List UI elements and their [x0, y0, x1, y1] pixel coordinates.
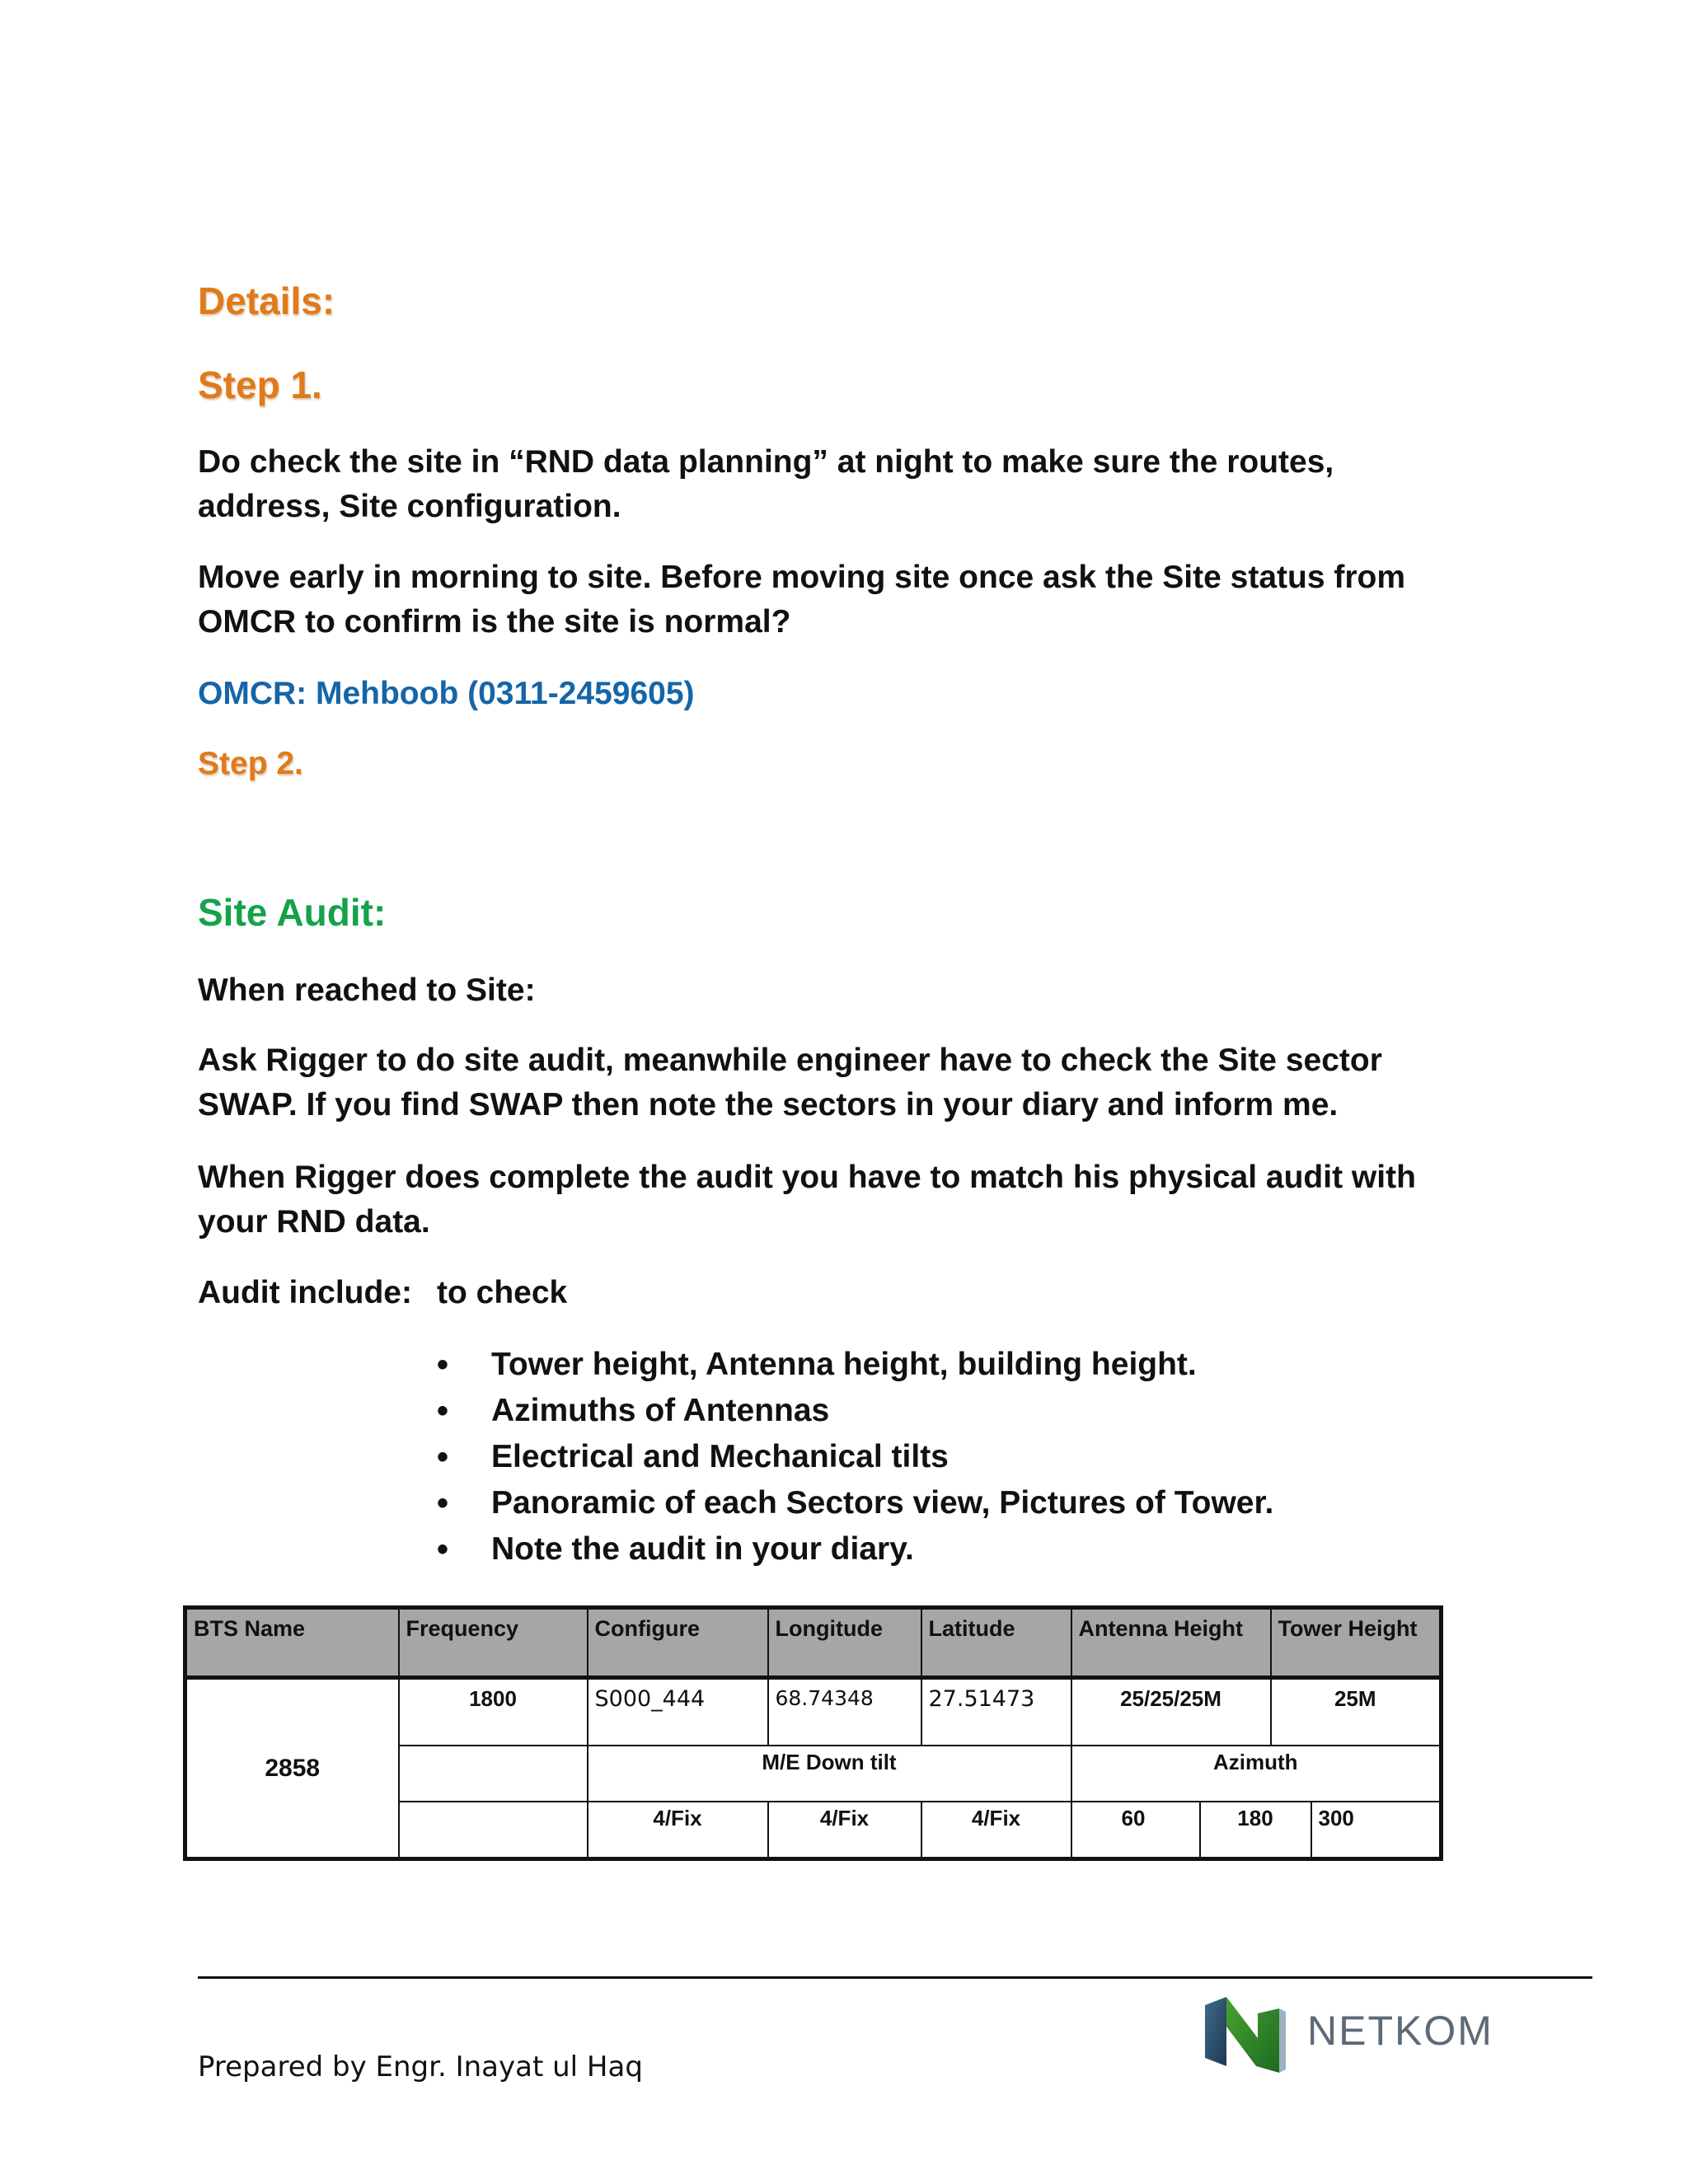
list-item: • Azimuths of Antennas: [437, 1388, 1273, 1434]
omcr-contact: OMCR: Mehboob (0311-2459605): [198, 676, 695, 711]
table-header-cell: Longitude: [768, 1608, 921, 1678]
step1-paragraph-1: [198, 440, 1334, 529]
table-row: [185, 1678, 1442, 1746]
frequency-cell: 1800: [399, 1678, 588, 1746]
azimuth-cell: 180: [1200, 1802, 1311, 1859]
site-audit-paragraph-1: [198, 1038, 1382, 1127]
audit-checklist: [437, 1342, 1273, 1572]
table-header-cell: Tower Height: [1271, 1608, 1442, 1678]
text-line: OMCR to confirm is the site is normal?: [198, 604, 791, 640]
table-header-cell: Frequency: [399, 1608, 588, 1678]
details-heading: Details:: [198, 279, 335, 322]
azimuth-cell: 60: [1071, 1802, 1200, 1859]
azimuth-cell: 300: [1311, 1802, 1442, 1859]
text-line: Move early in morning to site. Before moving site once ask the Site status from: [198, 560, 1406, 595]
step1-heading: Step 1.: [198, 363, 322, 406]
text-line: When Rigger does complete the audit you have to match his physical audit with: [198, 1160, 1416, 1195]
longitude-cell: 68.74348: [768, 1678, 921, 1746]
text-line: Do check the site in “RND data planning” at night to make sure the routes,: [198, 444, 1334, 480]
downtilt-label-cell: M/E Down tilt: [588, 1746, 1071, 1802]
site-audit-heading: Site Audit:: [198, 891, 387, 934]
table-header-cell: Latitude: [921, 1608, 1071, 1678]
footer-divider: [198, 1976, 1592, 1979]
empty-cell: [399, 1802, 588, 1859]
table-header-cell: Antenna Height: [1071, 1608, 1271, 1678]
text-line: your RND data.: [198, 1204, 430, 1240]
latitude-cell: 27.51473: [921, 1678, 1071, 1746]
text-line: Ask Rigger to do site audit, meanwhile engineer have to check the Site sector: [198, 1043, 1382, 1078]
table-header-row: [185, 1608, 1442, 1678]
prepared-by-text: Prepared by Engr. Inayat ul Haq: [198, 2050, 643, 2083]
step2-heading: Step 2.: [198, 746, 303, 781]
list-item: • Note the audit in your diary.: [437, 1526, 1273, 1572]
to-check-label: to check: [437, 1275, 568, 1310]
antenna-height-cell: 25/25/25M: [1071, 1678, 1271, 1746]
list-item: • Panoramic of each Sectors view, Pictures of Tower.: [437, 1480, 1273, 1526]
bts-name-cell: 2858: [185, 1678, 399, 1859]
configure-cell: S000_444: [588, 1678, 768, 1746]
table-header-cell: Configure: [588, 1608, 768, 1678]
downtilt-cell: 4/Fix: [921, 1802, 1071, 1859]
reached-site-text: When reached to Site:: [198, 972, 536, 1008]
text-line: SWAP. If you find SWAP then note the sectors in your diary and inform me.: [198, 1087, 1339, 1122]
azimuth-label-cell: Azimuth: [1071, 1746, 1442, 1802]
downtilt-cell: 4/Fix: [768, 1802, 921, 1859]
list-item: • Tower height, Antenna height, building height.: [437, 1342, 1273, 1388]
logo-wordmark: NETKOM: [1307, 2008, 1493, 2054]
downtilt-cell: 4/Fix: [588, 1802, 768, 1859]
audit-include-label: Audit include:: [198, 1275, 412, 1310]
site-audit-paragraph-2: [198, 1155, 1416, 1244]
tower-height-cell: 25M: [1271, 1678, 1442, 1746]
bts-table: [183, 1605, 1443, 1861]
list-item: • Electrical and Mechanical tilts: [437, 1434, 1273, 1480]
step1-paragraph-2: [198, 555, 1405, 644]
empty-cell: [399, 1746, 588, 1802]
table-header-cell: BTS Name: [185, 1608, 399, 1678]
text-line: address, Site configuration.: [198, 489, 621, 524]
